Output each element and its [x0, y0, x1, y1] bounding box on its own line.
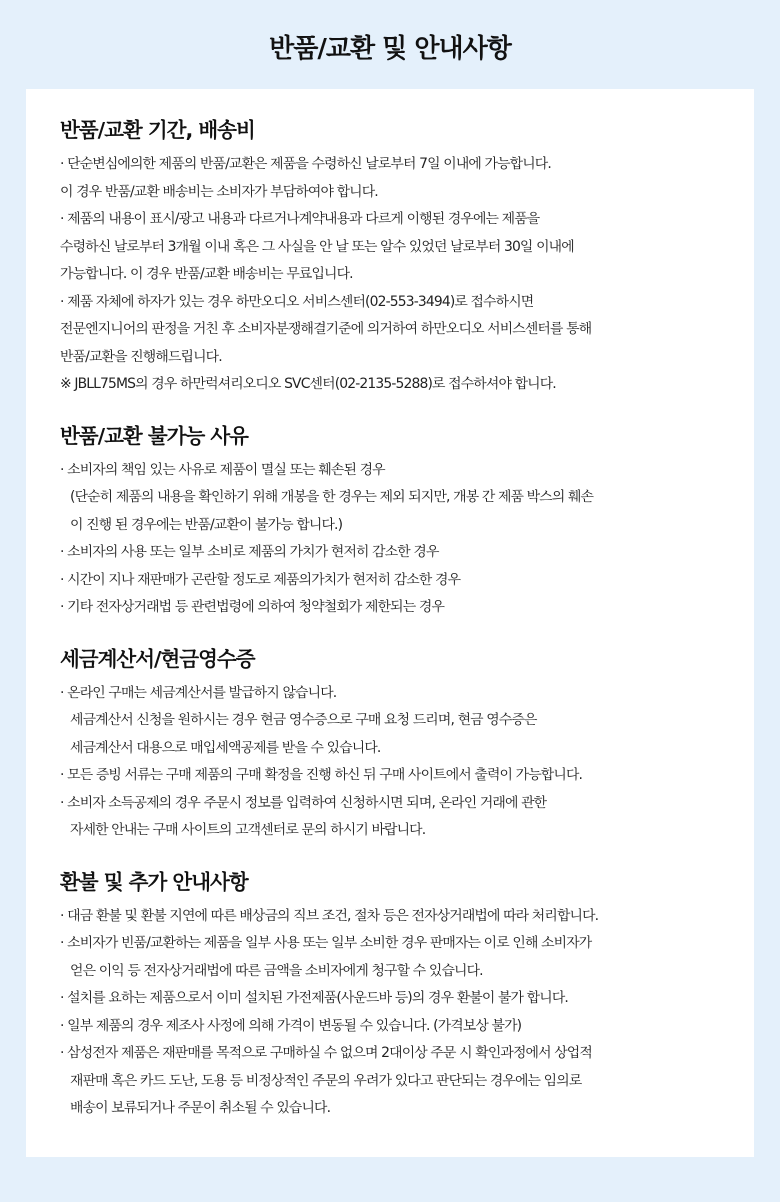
notice-line: ※ JBLL75MS의 경우 하만럭셔리오디오 SVC센터(02-2135-5288)로 접수하셔야 합니다.: [60, 376, 556, 392]
notice-line: · 설치를 요하는 제품으로서 이미 설치된 가전제품(사운드바 등)의 경우 환불이 불가 합니다.: [60, 990, 568, 1006]
notice-line: · 기타 전자상거래법 등 관련법령에 의하여 청약철회가 제한되는 경우: [60, 599, 445, 615]
page-title: 반품/교환 및 안내사항: [269, 34, 511, 64]
notice-line: · 모든 증빙 서류는 구매 제품의 구매 확정을 진행 하신 뒤 구매 사이트에서 출력이 가능합니다.: [60, 767, 583, 783]
notice-line: · 시간이 지나 재판매가 곤란할 정도로 제품의가치가 현저히 감소한 경우: [60, 571, 461, 588]
section-return-not-allowed: [60, 419, 754, 622]
notice-line: 재판매 혹은 카드 도난, 도용 등 비정상적인 주문의 우려가 있다고 판단되는 경우에는 임의로: [70, 1072, 582, 1089]
notice-line: · 대금 환불 및 환불 지연에 따른 배상금의 직브 조건, 절차 등은 전자상거래법에 따라 처리합니다.: [60, 907, 599, 924]
notice-line: 수령하신 날로부터 3개월 이내 혹은 그 사실을 안 날 또는 알수 있었던 날로부터 30일 이내에: [60, 238, 574, 255]
notice-line: 배송이 보류되거나 주문이 취소될 수 있습니다.: [70, 1100, 331, 1116]
section-title: 반품/교환 기간, 배송비: [60, 118, 255, 142]
notice-line: 자세한 안내는 구매 사이트의 고객센터로 문의 하시기 바랍니다.: [70, 822, 426, 838]
section-title: 환불 및 추가 안내사항: [60, 869, 248, 894]
notice-line: 이 진행 된 경우에는 반품/교환이 불가능 합니다.): [70, 516, 343, 533]
section-refund-info: [60, 865, 754, 1123]
notice-line: (단순히 제품의 내용을 확인하기 위해 개봉을 한 경우는 제외 되지만, 개봉 간 제품 박스의 훼손: [70, 489, 594, 505]
notice-line: 반품/교환을 진행해드립니다.: [60, 348, 222, 365]
notice-line: 얻은 이익 등 전자상거래법에 따른 금액을 소비자에게 청구할 수 있습니다.: [70, 962, 483, 979]
notice-line: 세금계산서 대용으로 매입세액공제를 받을 수 있습니다.: [70, 739, 381, 756]
section-title: 세금계산서/현금영수증: [60, 646, 255, 671]
notice-line: · 온라인 구매는 세금계산서를 발급하지 않습니다.: [60, 684, 337, 701]
section-return-period: [60, 113, 754, 399]
section-title: 반품/교환 불가능 사유: [60, 423, 248, 448]
section-tax-invoice: [60, 642, 754, 845]
notice-line: · 삼성전자 제품은 재판매를 목적으로 구매하실 수 없으며 2대이상 주문 시 확인과정에서 상업적: [60, 1045, 592, 1061]
notice-line: 이 경우 반품/교환 배송비는 소비자가 부담하여야 합니다.: [60, 183, 378, 200]
notice-line: · 제품의 내용이 표시/광고 내용과 다르거나계약내용과 다르게 이행된 경우에는 제품을: [60, 211, 540, 227]
notice-line: 전문엔지니어의 판정을 거친 후 소비자분쟁해결기준에 의거하여 하만오디오 서비스센터를 통해: [60, 321, 592, 337]
notice-line: · 제품 자체에 하자가 있는 경우 하만오디오 서비스센터(02-553-3494)로 접수하시면: [60, 293, 534, 310]
notice-line: 가능합니다. 이 경우 반품/교환 배송비는 무료입니다.: [60, 266, 353, 282]
notice-line: · 일부 제품의 경우 제조사 사정에 의해 가격이 변동될 수 있습니다. (가격보상 불가): [60, 1017, 522, 1034]
notice-line: · 소비자 소득공제의 경우 주문시 정보를 입력하여 신청하시면 되며, 온라인 거래에 관한: [60, 794, 547, 811]
notice-line: · 소비자의 책임 있는 사유로 제품이 멸실 또는 훼손된 경우: [60, 461, 385, 478]
notice-card: [26, 89, 754, 1157]
notice-line: 세금계산서 신청을 원하시는 경우 현금 영수증으로 구매 요청 드리며, 현금 영수증은: [70, 712, 537, 728]
notice-line: · 소비자가 빈품/교환하는 제품을 일부 사용 또는 일부 소비한 경우 판매자는 이로 인해 소비자가: [60, 935, 592, 951]
notice-line: · 단순변심에의한 제품의 반품/교환은 제품을 수령하신 날로부터 7일 이내에 가능합니다.: [60, 156, 551, 172]
notice-line: · 소비자의 사용 또는 일부 소비로 제품의 가치가 현저히 감소한 경우: [60, 544, 439, 560]
